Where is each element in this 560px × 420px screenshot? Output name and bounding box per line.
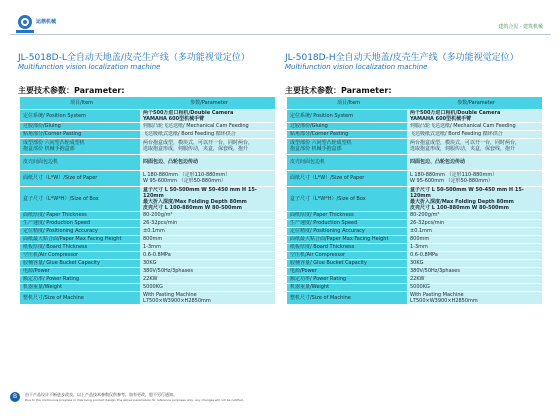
- spec-value: 26-32pcs/min: [140, 219, 275, 227]
- table-row: [287, 130, 542, 138]
- footer-note: [10, 392, 551, 404]
- spec-value: 5000KG: [140, 283, 275, 291]
- table-header-row: [287, 97, 542, 109]
- spec-value: ±0.1mm: [407, 227, 542, 235]
- spec-value: 两个500万进口相机/Double Camera YAMAHA 600型机械手臂: [407, 109, 542, 122]
- table-row: [287, 243, 542, 251]
- spec-value: 22KW: [407, 275, 542, 283]
- table-row: [20, 109, 275, 122]
- spec-value: 22KW: [140, 275, 275, 283]
- table-row: [20, 138, 275, 154]
- spec-item: 面纸最大贴合面/Paper Max Facing Height: [287, 235, 407, 243]
- spec-value: 26-32pcs/min: [407, 219, 542, 227]
- spec-item: 纸板厚度/ Board Thickness: [20, 243, 140, 251]
- spec-value: 两台抱盒成型，模块式，可以开一台，同时两台， 选取抱盒形成，伺服传动，夹盒，保套线，抱升: [140, 138, 275, 154]
- column-header-parameter: 参数/Parameter: [407, 97, 542, 109]
- table-row: [20, 122, 275, 130]
- table-row: [287, 251, 542, 259]
- table-header-row: [20, 97, 275, 109]
- column-header-parameter: 参数/Parameter: [140, 97, 275, 109]
- table-row: [287, 275, 542, 283]
- spec-item: 额定功率/ Power Rating: [20, 275, 140, 283]
- spec-value: 30KG: [407, 259, 542, 267]
- spec-item: 面纸尺寸（L*W）/Size of Paper: [287, 170, 407, 186]
- table-row: [20, 251, 275, 259]
- spec-value: 伺服凸轮飞达送纸/ Mechanical Cam Feeding: [407, 122, 542, 130]
- column-header-item: 项目/Item: [20, 97, 140, 109]
- spec-value: 伺服凸轮飞达送纸/ Mechanical Cam Feeding: [140, 122, 275, 130]
- spec-item: 定位精度/ Positioning Accuracy: [287, 227, 407, 235]
- table-row: [20, 267, 275, 275]
- spec-item: 空压机/Air Compressor: [20, 251, 140, 259]
- spec-value: L 180-880mm （定形110-880mm） W 95-600mm （定形50-880mm）: [407, 170, 542, 186]
- spec-value: 800mm: [407, 235, 542, 243]
- left-subtitle: Multifunction vision localization machine: [18, 63, 161, 71]
- spec-item: 盒子尺寸（L*W*H）/Size of Box: [20, 186, 140, 211]
- spec-value: 1-3mm: [140, 243, 275, 251]
- right-spec-table: [287, 97, 542, 305]
- table-row: [287, 186, 542, 211]
- spec-item: 电源/Power: [287, 267, 407, 275]
- brand-name: 运鼎机械: [36, 19, 57, 25]
- left-spec-table: [20, 97, 275, 305]
- spec-item: 电源/Power: [20, 267, 140, 275]
- table-row: [20, 170, 275, 186]
- spec-item: 空压机/Air Compressor: [287, 251, 407, 259]
- spec-item: 皮壳间面包边机: [20, 154, 140, 170]
- table-row: [287, 109, 542, 122]
- spec-value: 380V/50Hz/3phases: [407, 267, 542, 275]
- spec-item: 整机尺寸/Size of Machine: [287, 291, 407, 304]
- table-row: [20, 243, 275, 251]
- spec-value: 四面包边、凸轮包边传动: [407, 154, 542, 170]
- spec-item: 生产速度/ Production Speed: [20, 219, 140, 227]
- spec-item: 面纸尺寸（L*W）/Size of Paper: [20, 170, 140, 186]
- spec-value: ±0.1mm: [140, 227, 275, 235]
- header-bar: [10, 13, 551, 35]
- table-row: [287, 283, 542, 291]
- spec-value: 两个500万进口相机/Double Camera YAMAHA 600型机械手臂: [140, 109, 275, 122]
- table-row: [287, 154, 542, 170]
- spec-value: 飞达吸纸式送纸/ Bord Feeding 循环供合: [407, 130, 542, 138]
- spec-value: L 180-880mm （定形110-880mm） W 95-600mm （定形50-880mm）: [140, 170, 275, 186]
- spec-item: 整机尺寸/Size of Machine: [20, 291, 140, 304]
- spec-item: 生产速度/ Production Speed: [287, 219, 407, 227]
- spec-item: 机器重量/Weight: [20, 283, 140, 291]
- table-row: [20, 259, 275, 267]
- table-row: [287, 211, 542, 219]
- table-row: [20, 130, 275, 138]
- spec-value: 30KG: [140, 259, 275, 267]
- spec-item: 胶桶容量/ Glue Bucket Capacity: [20, 259, 140, 267]
- spec-value: 380V/50Hz/3phases: [140, 267, 275, 275]
- table-row: [287, 219, 542, 227]
- spec-item: 面纸厚度/ Paper Thickness: [287, 211, 407, 219]
- spec-item: 盒子尺寸（L*W*H）/Size of Box: [287, 186, 407, 211]
- spec-item: 纸板厚度/ Board Thickness: [287, 243, 407, 251]
- spec-item: 额定功率/ Power Rating: [287, 275, 407, 283]
- table-row: [20, 154, 275, 170]
- spec-value: With Pasting Machine L7500×W3900×H2850mm: [407, 291, 542, 304]
- table-row: [287, 267, 542, 275]
- spec-item: 胶桶容量/ Glue Bucket Capacity: [287, 259, 407, 267]
- spec-item: 机器重量/Weight: [287, 283, 407, 291]
- spec-item: 贴角部分/Corner Pasting: [287, 130, 407, 138]
- right-title: JL-5018D-H全自动天地盖/皮壳生产线（多功能视觉定位）: [285, 53, 519, 63]
- spec-value: 两台抱盒成型，模块式，可以开一台，同时两台， 选取抱盒形成，伺服传动，夹盒，保套线，抱升: [407, 138, 542, 154]
- footer-disclaimer-cn: 由于产品设计不断进步改良，以上产品技术参数仅供参考，如有更改，恕不另行通知。: [25, 392, 177, 397]
- spec-value: 0.6-0.8MPa: [407, 251, 542, 259]
- table-row: [287, 227, 542, 235]
- table-row: [20, 283, 275, 291]
- left-title: JL-5018D-L全自动天地盖/皮壳生产线（多功能视觉定位）: [18, 53, 250, 63]
- spec-item: 过胶部份/Gluing: [287, 122, 407, 130]
- company-logo-icon: [14, 14, 36, 34]
- spec-value: 飞达吸纸式送纸/ Bord Feeding 循环供合: [140, 130, 275, 138]
- spec-value: 1-3mm: [407, 243, 542, 251]
- spec-value: 盒子尺寸 L 50-500mm W 50-450 mm H 15-120mm 最大折入深度/Max Folding Depth 80mm 皮壳尺寸 L 100-880mm W 80-500mm: [140, 186, 275, 211]
- table-row: [287, 259, 542, 267]
- footer-disclaimer-en: Due to the continuous progress in improving product design, the above parameters for reference purposes only, any changes will not be notified.: [25, 398, 244, 402]
- spec-item: 定位系统/ Position System: [20, 109, 140, 122]
- table-row: [20, 291, 275, 304]
- spec-value: 80-200g/m²: [140, 211, 275, 219]
- spec-value: 0.6-0.8MPa: [140, 251, 275, 259]
- table-row: [20, 219, 275, 227]
- spec-item: 面纸厚度/ Paper Thickness: [20, 211, 140, 219]
- left-param-heading: 主要技术参数：Parameter:: [18, 86, 125, 95]
- right-subtitle: Multifunction vision localization machine: [285, 63, 428, 71]
- spec-item: 贴角部分/Corner Pasting: [20, 130, 140, 138]
- spec-item: 过胶部份/Gluing: [20, 122, 140, 130]
- spec-value: 5000KG: [407, 283, 542, 291]
- table-row: [287, 235, 542, 243]
- spec-item: 定位系统/ Position System: [287, 109, 407, 122]
- right-param-heading: 主要技术参数：Parameter:: [285, 86, 392, 95]
- spec-item: 成型部份 六问型凸轮成型机 抱盒部份 机械手抱盒部: [287, 138, 407, 154]
- spec-item: 皮壳间面包边机: [287, 154, 407, 170]
- spec-item: 定位精度/ Positioning Accuracy: [20, 227, 140, 235]
- table-row: [287, 291, 542, 304]
- table-row: [287, 138, 542, 154]
- spec-value: 80-200g/m²: [407, 211, 542, 219]
- table-row: [20, 227, 275, 235]
- spec-value: 四面包边、凸轮包边传动: [140, 154, 275, 170]
- header-slogan: 建筑合见 · 建筑机械: [498, 24, 543, 30]
- spec-item: 成型部份 六问型凸轮成型机 抱盒部份 机械手抱盒部: [20, 138, 140, 154]
- spec-value: 800mm: [140, 235, 275, 243]
- table-row: [287, 122, 542, 130]
- table-row: [20, 186, 275, 211]
- table-row: [287, 170, 542, 186]
- table-row: [20, 211, 275, 219]
- info-icon: B: [10, 392, 20, 402]
- table-row: [20, 235, 275, 243]
- spec-value: With Pasting Machine L7500×W3900×H2850mm: [140, 291, 275, 304]
- spec-item: 面纸最大贴合面/Paper Max Facing Height: [20, 235, 140, 243]
- table-row: [20, 275, 275, 283]
- column-header-item: 项目/Item: [287, 97, 407, 109]
- spec-value: 盒子尺寸 L 50-500mm W 50-450 mm H 15-120mm 最大折入深度/Max Folding Depth 80mm 皮壳尺寸 L 100-880mm W 80-500mm: [407, 186, 542, 211]
